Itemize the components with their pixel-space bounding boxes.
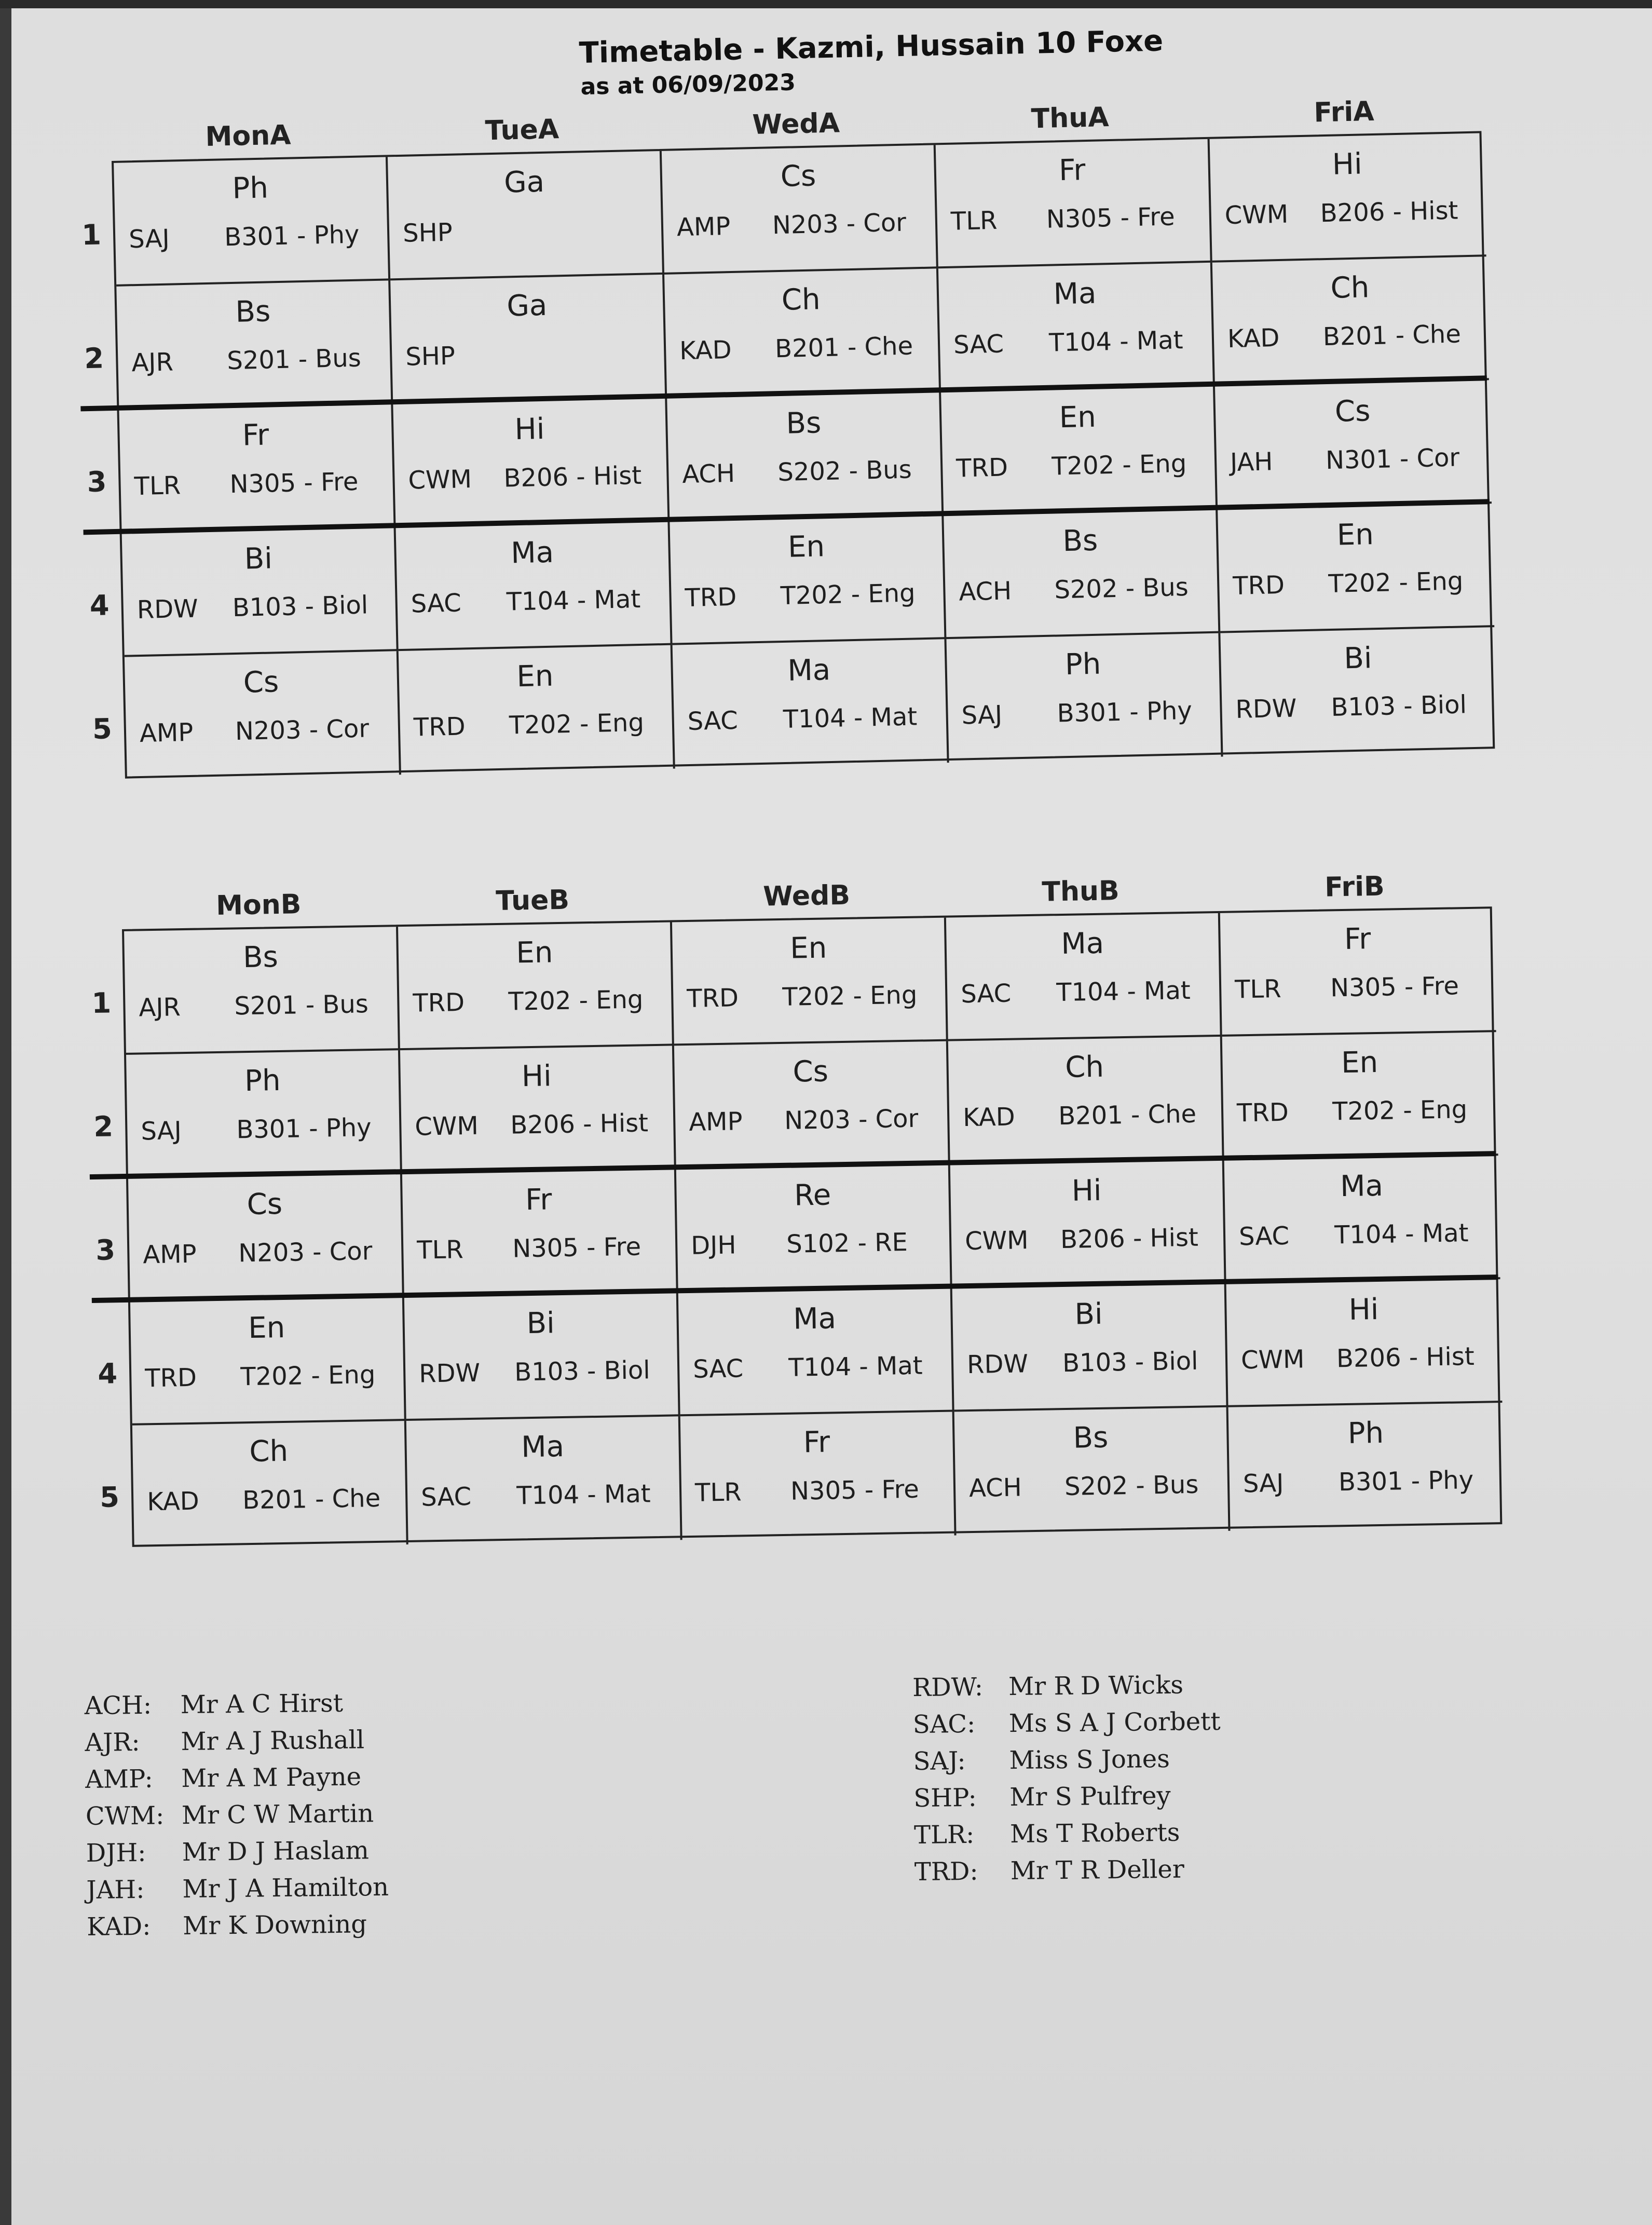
lesson-room: S202 - Bus: [1064, 1470, 1199, 1502]
teacher-code: TRD:: [914, 1856, 978, 1887]
lesson-teacher: RDW: [966, 1349, 1029, 1380]
teacher-key-row: [86, 1836, 388, 1876]
lesson-subject: Ph: [1347, 1416, 1384, 1450]
lesson-subject: Fr: [1344, 922, 1371, 956]
day-header: WedA: [752, 107, 840, 141]
lesson-cell: [1228, 1403, 1505, 1531]
lesson-room: S201 - Bus: [226, 343, 362, 376]
lesson-room: T202 - Eng: [1332, 1095, 1468, 1127]
lesson-room: B206 - Hist: [1060, 1223, 1199, 1255]
lesson-cell: [1218, 504, 1494, 633]
lesson-cell: [941, 386, 1218, 515]
lesson-cell: [122, 527, 399, 657]
lesson-subject: Ch: [1064, 1050, 1104, 1084]
lesson-subject: Ma: [793, 1301, 837, 1336]
scan-edge-top: [0, 0, 1652, 8]
lesson-teacher: TRD: [1236, 1097, 1289, 1128]
day-header: MonB: [215, 889, 302, 921]
lesson-teacher: RDW: [418, 1358, 481, 1389]
page-subtitle: as at 06/09/2023: [580, 69, 796, 100]
lesson-room: S202 - Bus: [777, 455, 912, 487]
teacher-key-row: [86, 1873, 389, 1912]
lesson-cell: [402, 1169, 678, 1297]
lesson-teacher: RDW: [1235, 694, 1297, 725]
lesson-teacher: CWM: [407, 465, 472, 495]
teacher-name: Mr D J Haslam: [182, 1836, 370, 1867]
lesson-room: T104 - Mat: [783, 702, 918, 735]
lesson-subject: Bi: [1343, 641, 1373, 676]
lesson-subject: Bs: [242, 940, 279, 975]
lesson-room: N305 - Fre: [229, 467, 359, 499]
lesson-subject: Fr: [803, 1425, 830, 1460]
lesson-subject: En: [516, 659, 554, 694]
lesson-room: B301 - Phy: [224, 220, 360, 252]
lesson-teacher: SAC: [692, 1354, 744, 1384]
lesson-room: B103 - Biol: [232, 590, 368, 623]
teacher-key-row: [913, 1707, 1221, 1747]
teacher-name: Miss S Jones: [1009, 1744, 1170, 1775]
teacher-key-left: [84, 1688, 389, 1949]
lesson-subject: En: [789, 931, 827, 966]
lesson-cell: [119, 404, 395, 533]
lesson-teacher: ACH: [958, 576, 1012, 607]
lesson-teacher: KAD: [679, 335, 732, 366]
lesson-cell: [950, 1160, 1226, 1288]
lesson-teacher: ACH: [681, 458, 735, 490]
lesson-cell: [670, 515, 946, 645]
lesson-teacher: AMP: [142, 1239, 197, 1270]
lesson-cell: [672, 918, 948, 1046]
lesson-subject: Bs: [785, 406, 822, 441]
timetable-grid: [112, 131, 1495, 778]
day-header: FriA: [1313, 96, 1375, 129]
lesson-room: T202 - Eng: [509, 708, 645, 740]
day-header: MonA: [205, 119, 292, 153]
lesson-teacher: TRD: [412, 988, 465, 1018]
lesson-room: B103 - Biol: [1330, 690, 1467, 722]
lesson-cell: [1226, 1279, 1503, 1407]
lesson-teacher: TLR: [694, 1477, 742, 1508]
timetable-grid: [122, 906, 1502, 1547]
teacher-key-row: [85, 1762, 388, 1802]
lesson-cell: [664, 268, 941, 398]
lesson-teacher: AMP: [688, 1107, 743, 1137]
lesson-room: B301 - Phy: [1338, 1465, 1474, 1497]
lesson-room: T202 - Eng: [780, 578, 916, 611]
teacher-key-row: [86, 1799, 388, 1839]
lesson-cell: [667, 392, 944, 521]
lesson-subject: Re: [794, 1178, 831, 1213]
lesson-teacher: TRD: [413, 712, 466, 742]
lesson-teacher: SAJ: [1243, 1469, 1284, 1499]
lesson-subject: Fr: [525, 1183, 552, 1217]
period-label: 3: [95, 1233, 116, 1267]
lesson-room: [501, 337, 657, 341]
day-header: WedB: [762, 879, 851, 913]
lesson-subject: Bi: [526, 1306, 555, 1341]
lesson-cell: [680, 1412, 957, 1540]
lesson-subject: Cs: [243, 665, 279, 700]
lesson-subject: Ma: [510, 535, 554, 571]
lesson-room: T104 - Mat: [1056, 975, 1191, 1008]
lesson-cell: [1212, 256, 1489, 386]
lesson-teacher: DJH: [690, 1230, 736, 1260]
teacher-name: Mr A J Rushall: [181, 1725, 365, 1757]
lesson-teacher: CWM: [1224, 199, 1289, 230]
lesson-room: B201 - Che: [1322, 319, 1462, 352]
lesson-teacher: SAC: [420, 1482, 472, 1512]
lesson-subject: Cs: [780, 159, 816, 194]
lesson-subject: Hi: [521, 1059, 552, 1094]
teacher-key-right: [912, 1670, 1222, 1894]
lesson-teacher: SAC: [960, 979, 1012, 1009]
teacher-code: SHP:: [913, 1783, 977, 1813]
lesson-cell: [390, 275, 667, 404]
lesson-teacher: SAJ: [961, 700, 1003, 730]
lesson-cell: [400, 1046, 676, 1174]
lesson-teacher: SHP: [402, 218, 453, 248]
lesson-subject: En: [787, 530, 825, 564]
lesson-cell: [406, 1416, 682, 1544]
teacher-name: Ms S A J Corbett: [1008, 1706, 1221, 1739]
lesson-teacher: ACH: [968, 1473, 1022, 1503]
lesson-cell: [404, 1293, 680, 1421]
period-label: 4: [89, 589, 110, 622]
lesson-room: N203 - Cor: [235, 714, 370, 747]
teacher-code: ACH:: [84, 1690, 152, 1721]
teacher-code: DJH:: [86, 1838, 146, 1868]
lesson-room: T104 - Mat: [506, 584, 641, 617]
teacher-name: Mr A M Payne: [181, 1762, 362, 1794]
lesson-subject: Bs: [1073, 1420, 1109, 1455]
lesson-subject: Ph: [1064, 647, 1101, 682]
lesson-room: B103 - Biol: [1062, 1346, 1198, 1378]
lesson-subject: Ph: [231, 171, 269, 206]
lesson-cell: [1220, 908, 1496, 1037]
lesson-room: T104 - Mat: [1334, 1218, 1469, 1250]
scan-edge-left: [0, 0, 11, 2225]
lesson-subject: Ma: [787, 653, 831, 688]
lesson-teacher: AMP: [676, 212, 731, 242]
lesson-cell: [948, 1037, 1224, 1165]
lesson-teacher: AJR: [139, 993, 181, 1023]
lesson-room: S201 - Bus: [234, 989, 369, 1021]
lesson-subject: Ch: [1330, 270, 1370, 305]
lesson-subject: Ma: [521, 1430, 565, 1464]
lesson-teacher: JAH: [1230, 447, 1274, 478]
lesson-subject: Ma: [1053, 276, 1097, 311]
teacher-name: Mr R D Wicks: [1008, 1670, 1184, 1702]
lesson-cell: [114, 157, 390, 286]
teacher-name: Mr T R Deller: [1010, 1854, 1185, 1886]
lesson-subject: Fr: [1058, 153, 1086, 188]
lesson-subject: Hi: [1332, 147, 1363, 182]
lesson-cell: [1210, 133, 1486, 262]
teacher-name: Mr S Pulfrey: [1009, 1781, 1171, 1812]
lesson-cell: [1215, 380, 1492, 509]
teacher-name: Mr J A Hamilton: [182, 1872, 389, 1904]
lesson-subject: Fr: [242, 418, 269, 453]
lesson-room: B201 - Che: [242, 1483, 381, 1515]
lesson-room: N203 - Cor: [784, 1104, 919, 1135]
lesson-cell: [130, 1297, 406, 1426]
lesson-cell: [674, 1041, 950, 1170]
lesson-subject: Cs: [793, 1054, 829, 1089]
lesson-cell: [952, 1284, 1228, 1412]
lesson-cell: [678, 1288, 954, 1417]
lesson-subject: Ga: [506, 288, 548, 323]
period-label: 3: [87, 465, 107, 499]
lesson-subject: Bi: [1074, 1297, 1103, 1332]
teacher-name: Ms T Roberts: [1009, 1817, 1180, 1849]
lesson-room: B201 - Che: [774, 331, 913, 364]
lesson-cell: [946, 913, 1222, 1041]
lesson-room: B103 - Biol: [514, 1355, 651, 1387]
lesson-room: T202 - Eng: [1051, 449, 1187, 481]
period-label: 5: [92, 712, 113, 746]
lesson-subject: En: [1336, 518, 1374, 552]
period-label: 2: [93, 1110, 114, 1143]
lesson-room: N203 - Cor: [238, 1237, 373, 1268]
lesson-cell: [676, 1165, 952, 1293]
day-header: ThuA: [1031, 102, 1110, 135]
lesson-room: S102 - RE: [786, 1227, 908, 1259]
lesson-room: B201 - Che: [1058, 1099, 1197, 1131]
lesson-cell: [936, 139, 1212, 268]
lesson-teacher: TLR: [416, 1235, 464, 1265]
lesson-subject: Cs: [1334, 394, 1371, 429]
lesson-teacher: CWM: [964, 1226, 1029, 1256]
lesson-cell: [116, 280, 393, 410]
teacher-key-row: [87, 1909, 389, 1949]
lesson-teacher: SAJ: [140, 1116, 182, 1146]
lesson-cell: [944, 510, 1220, 639]
lesson-room: B301 - Phy: [236, 1113, 372, 1145]
lesson-teacher: TRD: [955, 453, 1008, 483]
lesson-teacher: KAD: [146, 1486, 200, 1517]
lesson-teacher: KAD: [962, 1102, 1016, 1133]
lesson-teacher: SAC: [953, 329, 1004, 360]
lesson-teacher: RDW: [136, 594, 199, 625]
day-header: TueB: [495, 884, 570, 917]
lesson-room: N203 - Cor: [772, 208, 907, 240]
lesson-room: T104 - Mat: [1048, 325, 1184, 358]
lesson-subject: Bi: [244, 541, 273, 576]
lesson-teacher: SHP: [405, 341, 456, 372]
lesson-room: B206 - Hist: [1336, 1341, 1475, 1374]
lesson-room: T104 - Mat: [788, 1351, 923, 1382]
lesson-room: T202 - Eng: [782, 980, 918, 1012]
teacher-code: AMP:: [85, 1764, 154, 1795]
lesson-teacher: TRD: [1232, 570, 1285, 601]
lesson-cell: [1222, 1032, 1498, 1160]
lesson-room: B206 - Hist: [510, 1108, 649, 1140]
teacher-name: Mr A C Hirst: [180, 1688, 344, 1720]
teacher-key-row: [85, 1725, 387, 1765]
lesson-subject: Ga: [503, 165, 545, 200]
lesson-cell: [398, 922, 674, 1050]
teacher-code: RDW:: [912, 1672, 984, 1703]
day-header: FriB: [1324, 871, 1385, 903]
lesson-cell: [132, 1421, 408, 1549]
lesson-room: N305 - Fre: [1330, 971, 1459, 1003]
lesson-room: S202 - Bus: [1054, 572, 1189, 605]
period-label: 1: [91, 986, 112, 1020]
lesson-room: N305 - Fre: [790, 1474, 920, 1506]
teacher-key-row: [913, 1781, 1222, 1821]
lesson-cell: [388, 151, 664, 280]
page-title: Timetable - Kazmi, Hussain 10 Foxe: [579, 24, 1164, 70]
teacher-key-row: [914, 1854, 1223, 1894]
teacher-code: SAC:: [912, 1709, 976, 1740]
lesson-room: N305 - Fre: [512, 1232, 641, 1264]
lesson-teacher: KAD: [1227, 323, 1280, 354]
lesson-subject: Ph: [244, 1063, 281, 1098]
lesson-teacher: CWM: [414, 1111, 479, 1142]
lesson-subject: En: [248, 1310, 285, 1346]
teacher-code: TLR:: [913, 1820, 975, 1850]
lesson-teacher: TRD: [685, 582, 737, 613]
teacher-key-row: [912, 1670, 1221, 1710]
teacher-name: Mr C W Martin: [181, 1799, 374, 1830]
lesson-subject: Cs: [247, 1187, 283, 1222]
lesson-subject: Bs: [235, 294, 271, 329]
lesson-cell: [396, 522, 673, 651]
teacher-key-row: [914, 1817, 1222, 1857]
lesson-cell: [673, 639, 949, 768]
lesson-room: B301 - Phy: [1057, 696, 1193, 728]
lesson-teacher: TLR: [1234, 974, 1282, 1005]
lesson-teacher: TRD: [686, 983, 739, 1013]
lesson-room: B206 - Hist: [1320, 196, 1458, 228]
lesson-subject: Hi: [1071, 1173, 1102, 1208]
lesson-subject: En: [1059, 400, 1097, 435]
period-label: 1: [81, 218, 102, 252]
lesson-subject: Ma: [1060, 926, 1104, 961]
lesson-room: T104 - Mat: [516, 1479, 651, 1511]
lesson-teacher: SAC: [411, 588, 462, 619]
lesson-teacher: TLR: [134, 471, 181, 501]
lesson-cell: [946, 633, 1223, 763]
lesson-room: T202 - Eng: [508, 985, 644, 1016]
lesson-subject: Hi: [1348, 1292, 1379, 1327]
lesson-subject: En: [515, 935, 553, 970]
teacher-code: SAJ:: [913, 1746, 966, 1776]
lesson-cell: [1224, 1156, 1500, 1284]
lesson-cell: [125, 651, 401, 780]
lesson-teacher: SAJ: [128, 224, 170, 254]
period-label: 4: [97, 1357, 118, 1390]
lesson-subject: Ch: [781, 282, 821, 317]
lesson-room: N301 - Cor: [1325, 443, 1460, 476]
lesson-cell: [124, 927, 400, 1055]
lesson-cell: [399, 645, 675, 775]
lesson-teacher: AJR: [131, 347, 174, 378]
lesson-room: [498, 213, 654, 217]
teacher-code: JAH:: [86, 1875, 145, 1905]
lesson-subject: Bs: [1062, 523, 1098, 559]
lesson-teacher: SAC: [1238, 1221, 1290, 1252]
teacher-code: CWM:: [85, 1801, 165, 1831]
period-label: 2: [84, 342, 104, 375]
period-label: 5: [99, 1481, 120, 1514]
lesson-cell: [954, 1407, 1231, 1536]
lesson-room: N305 - Fre: [1046, 202, 1176, 234]
lesson-subject: Ch: [249, 1434, 289, 1469]
lesson-room: B206 - Hist: [503, 460, 642, 493]
lesson-cell: [128, 1174, 404, 1302]
teacher-code: KAD:: [86, 1911, 151, 1942]
lesson-teacher: TLR: [950, 206, 998, 236]
lesson-room: T202 - Eng: [240, 1360, 376, 1392]
lesson-teacher: AMP: [139, 717, 194, 749]
teacher-key-row: [913, 1744, 1221, 1784]
lesson-teacher: CWM: [1240, 1345, 1305, 1375]
lesson-cell: [662, 145, 938, 274]
day-header: TueA: [485, 114, 559, 147]
lesson-cell: [1220, 627, 1497, 756]
lesson-teacher: SAC: [687, 706, 739, 737]
lesson-teacher: TRD: [144, 1363, 197, 1393]
lesson-subject: En: [1341, 1045, 1378, 1080]
teacher-code: AJR:: [85, 1727, 140, 1758]
lesson-cell: [938, 263, 1215, 392]
teacher-name: Mr K Downing: [182, 1909, 367, 1941]
lesson-subject: Hi: [514, 412, 545, 447]
lesson-cell: [126, 1050, 402, 1178]
lesson-room: T202 - Eng: [1328, 566, 1464, 599]
day-header: ThuB: [1041, 875, 1120, 908]
lesson-cell: [393, 398, 670, 527]
teacher-key-row: [84, 1688, 387, 1728]
lesson-subject: Ma: [1340, 1169, 1384, 1204]
